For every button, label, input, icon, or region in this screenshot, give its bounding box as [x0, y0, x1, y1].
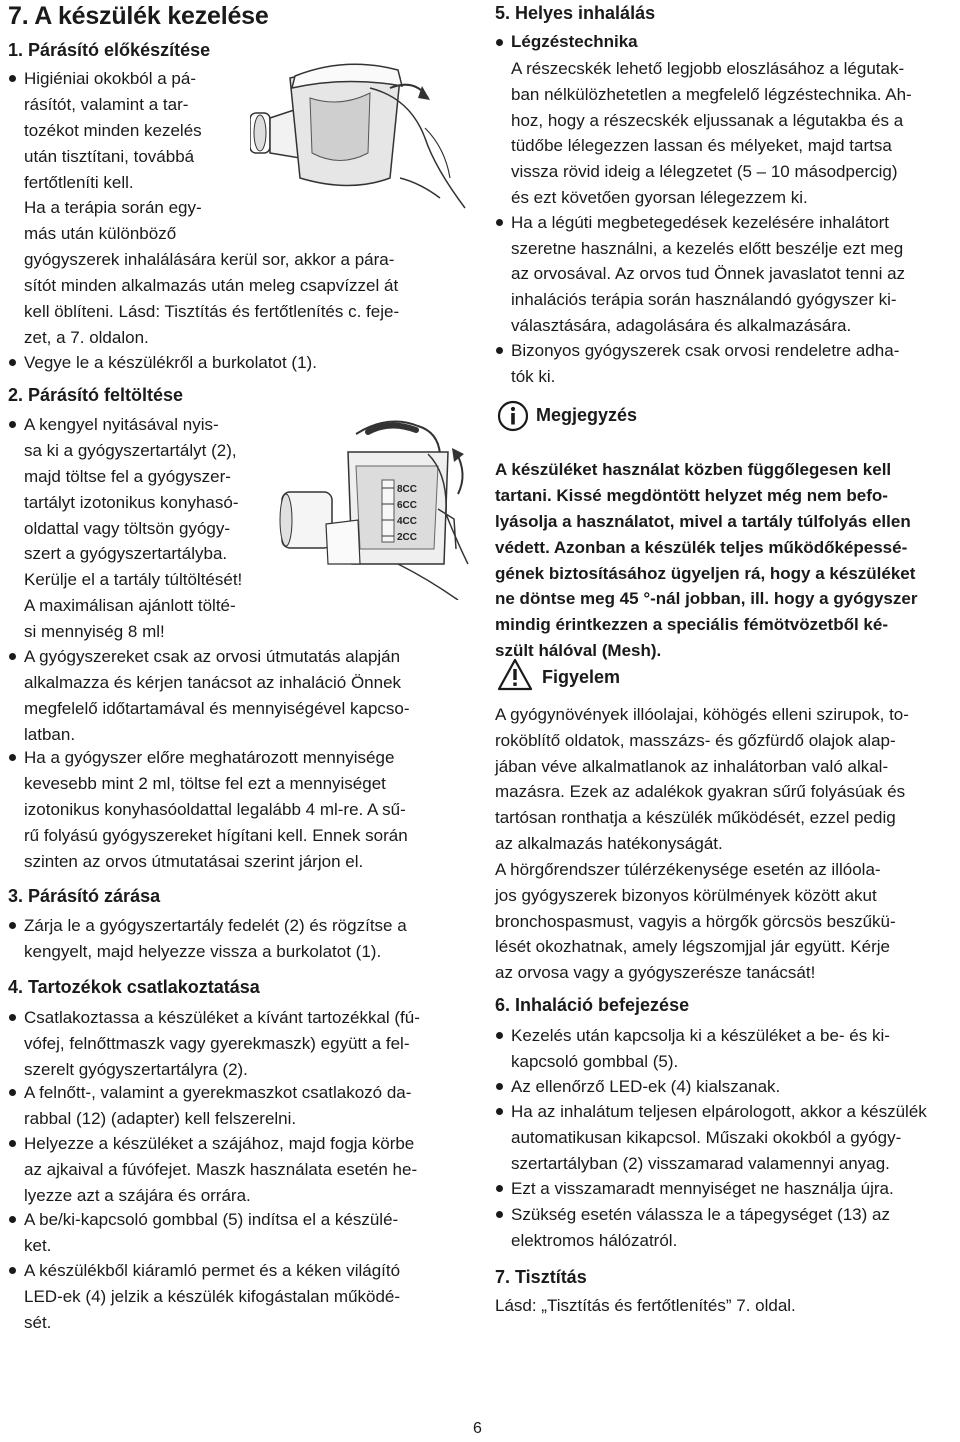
note-line: gének biztosításához ügyeljen rá, hogy a készüléket [495, 564, 916, 583]
bullet-dot [9, 1089, 16, 1096]
scale-label: 6CC [397, 500, 418, 511]
paragraph-line: latban. [24, 725, 76, 744]
paragraph-line: ket. [24, 1236, 52, 1255]
section-4-heading: 4. Tartozékok csatlakoztatása [8, 977, 260, 997]
paragraph-line: A maximálisan ajánlott tölté- [24, 596, 236, 615]
paragraph-line: fertőtleníti kell. [24, 173, 134, 192]
paragraph-line: az orvosával. Az orvos tud Önnek javaslatot tenni az [511, 264, 906, 283]
paragraph-line: A készülékből kiáramló permet és a kéken világító [24, 1261, 401, 1280]
bullet-dot [9, 1216, 16, 1223]
paragraph-line: Ha a légúti megbetegedések kezelésére inhalátort [511, 213, 890, 232]
paragraph-line: Kerülje el a tartály túltöltését! [24, 570, 243, 589]
nebulizer-cap-removal-illustration [250, 58, 475, 228]
paragraph-line: Bizonyos gyógyszerek csak orvosi rendeletre adha- [511, 341, 900, 360]
paragraph-line: kevesebb mint 2 ml, töltse fel ezt a mennyiséget [24, 774, 386, 793]
paragraph-line: elektromos hálózatról. [511, 1231, 678, 1250]
bullet-title: Légzéstechnika [511, 32, 638, 51]
section-5-heading: 5. Helyes inhalálás [495, 3, 656, 23]
section-2-heading: 2. Párásító feltöltése [8, 385, 184, 405]
section-1-heading: 1. Párásító előkészítése [8, 40, 211, 60]
paragraph-line: tozékot minden kezelés [24, 121, 202, 140]
bullet-dot [496, 39, 503, 46]
warning-line: A gyógynövények illóolajai, köhögés elleni szirupok, to- [495, 705, 909, 724]
paragraph-line: gyógyszerek inhalálására kerül sor, akkor a pára- [24, 250, 395, 269]
paragraph-line: izotonikus konyhasóoldattal legalább 4 ml-re. A sű- [24, 800, 406, 819]
paragraph-line: Ezt a visszamaradt mennyiséget ne használja újra. [511, 1179, 894, 1198]
warning-line: az alkalmazás hatékonyságát. [495, 834, 723, 853]
bullet-dot [9, 1267, 16, 1274]
paragraph-line: Zárja le a gyógyszertartály fedelét (2) és rögzítse a [24, 916, 407, 935]
paragraph-line: az ajkaival a fúvófejet. Maszk használata esetén he- [24, 1160, 418, 1179]
paragraph-line: után tisztítani, továbbá [24, 147, 195, 166]
info-icon [497, 400, 529, 432]
paragraph-line: szert a gyógyszertartályba. [24, 544, 228, 563]
bullet-dot [496, 1083, 503, 1090]
medication-tank-fill-illustration [278, 414, 470, 600]
section-6-heading: 6. Inhaláció befejezése [495, 995, 690, 1015]
scale-label: 2CC [397, 532, 418, 543]
warning-line: A hörgőrendszer túlérzékenysége esetén az illóola- [495, 860, 881, 879]
paragraph-line: rű folyású gyógyszereket hígítani kell. Ennek során [24, 826, 408, 845]
paragraph-line: tüdőbe lélegezzen lassan és mélyeket, majd tartsa [511, 136, 892, 155]
warning-line: jos gyógyszerek bizonyos körülmények között akut [495, 886, 877, 905]
paragraph-line: Kezelés után kapcsolja ki a készüléket a be- és ki- [511, 1026, 890, 1045]
warning-line: roköblítő oldatok, masszázs- és gőzfürdő olajok alap- [495, 731, 896, 750]
paragraph-line: Vegye le a készülékről a burkolatot (1). [24, 353, 317, 372]
warning-line: mazásra. Ezek az adalékok gyakran sűrű folyásúak és [495, 782, 906, 801]
paragraph-line: tartályt izotonikus konyhasó- [24, 493, 239, 512]
paragraph-line: és ezt követően gyorsan lélegezzem ki. [511, 188, 808, 207]
paragraph-line: zet, a 7. oldalon. [24, 328, 149, 347]
paragraph-line: Csatlakoztassa a készüléket a kívánt tartozékkal (fú- [24, 1008, 420, 1027]
paragraph-line: Higiéniai okokból a pá- [24, 69, 196, 88]
paragraph-line: kell öblíteni. Lásd: Tisztítás és fertőtlenítés c. feje- [24, 302, 400, 321]
paragraph-line: lyezze azt a szájára és orrára. [24, 1186, 251, 1205]
paragraph-line: sét. [24, 1313, 52, 1332]
bullet-dot [496, 219, 503, 226]
paragraph-line: A felnőtt-, valamint a gyerekmaszkot csatlakozó da- [24, 1083, 412, 1102]
paragraph-line: inhalációs terápia során használandó gyógyszer ki- [511, 290, 897, 309]
paragraph-line: kengyelt, majd helyezze vissza a burkolatot (1). [24, 942, 382, 961]
paragraph-line: automatikusan kikapcsol. Műszaki okokból a gyógy- [511, 1128, 902, 1147]
paragraph-line: Ha a terápia során egy- [24, 198, 202, 217]
paragraph-line: Lásd: „Tisztítás és fertőtlenítés” 7. oldal. [495, 1296, 796, 1315]
bullet-dot [9, 754, 16, 761]
paragraph-line: rásítót, valamint a tar- [24, 95, 189, 114]
paragraph-line: megfelelő időtartamával és mennyiségével kapcso- [24, 699, 410, 718]
paragraph-line: alkalmazza és kérjen tanácsot az inhaláció Önnek [24, 673, 402, 692]
paragraph-line: szinten az orvos útmutatásai szerint járjon el. [24, 852, 364, 871]
paragraph-line: A kengyel nyitásával nyis- [24, 415, 219, 434]
note-line: védett. Azonban a készülék teljes működőképessé- [495, 538, 908, 557]
paragraph-line: szeretne használni, a kezelés előtt beszélje ezt meg [511, 239, 904, 258]
note-line: tartani. Kissé megdöntött helyzet még nem befo- [495, 486, 888, 505]
bullet-dot [9, 421, 16, 428]
section-3-heading: 3. Párásító zárása [8, 886, 161, 906]
paragraph-line: Az ellenőrző LED-ek (4) kialszanak. [511, 1077, 781, 1096]
section-7-heading: 7. Tisztítás [495, 1267, 587, 1287]
paragraph-line: szerelt gyógyszertartályra (2). [24, 1060, 248, 1079]
paragraph-line: vissza rövid ideig a lélegzetet (5 – 10 másodpercig) [511, 162, 898, 181]
paragraph-line: LED-ek (4) jelzik a készülék kifogástalan működé- [24, 1287, 401, 1306]
note-heading: Megjegyzés [536, 405, 638, 425]
paragraph-line: Ha a gyógyszer előre meghatározott mennyisége [24, 748, 395, 767]
note-line: A készüléket használat közben függőlegesen kell [495, 460, 892, 479]
bullet-dot [496, 1032, 503, 1039]
paragraph-line: más után különböző [24, 224, 177, 243]
warning-triangle-icon [497, 658, 533, 691]
scale-label: 4CC [397, 516, 418, 527]
paragraph-line: A be/ki-kapcsoló gombbal (5) indítsa el a készülé- [24, 1210, 399, 1229]
warning-line: jában véve alkalmatlanok az inhalátorban való alkal- [495, 757, 889, 776]
bullet-dot [496, 1108, 503, 1115]
bullet-dot [9, 922, 16, 929]
bullet-dot [9, 359, 16, 366]
warning-heading: Figyelem [542, 667, 621, 687]
bullet-dot [9, 653, 16, 660]
paragraph-line: szertartályban (2) visszamarad valamennyi anyag. [511, 1154, 890, 1173]
paragraph-line: hoz, hogy a részecskék eljussanak a légutakba és a [511, 111, 904, 130]
paragraph-line: ban nélkülözhetetlen a megfelelő légzéstechnika. Ah- [511, 85, 912, 104]
note-line: szült hálóval (Mesh). [495, 641, 662, 660]
paragraph-line: Szükség esetén válassza le a tápegységet (13) az [511, 1205, 890, 1224]
note-line: mindig érintkezzen a speciális fémötvözetből ké- [495, 615, 888, 634]
paragraph-line: rabbal (12) (adapter) kell felszerelni. [24, 1109, 297, 1128]
bullet-dot [496, 1185, 503, 1192]
bullet-dot [496, 1211, 503, 1218]
paragraph-line: A részecskék lehető legjobb eloszlásához a légutak- [511, 59, 905, 78]
note-line: lyásolja a használatot, mivel a tartály túlfolyás ellen [495, 512, 911, 531]
note-line: ne döntse meg 45 °-nál jobban, ill. hogy a gyógyszer [495, 589, 918, 608]
bullet-dot [496, 347, 503, 354]
paragraph-line: Helyezze a készüléket a szájához, majd fogja körbe [24, 1134, 415, 1153]
warning-line: tartósan ronthatja a készülék működését, ezzel pedig [495, 808, 896, 827]
paragraph-line: oldattal vagy töltsön gyógy- [24, 519, 231, 538]
scale-label: 8CC [397, 484, 418, 495]
paragraph-line: majd töltse fel a gyógyszer- [24, 467, 231, 486]
page-title: 7. A készülék kezelése [8, 2, 269, 30]
paragraph-line: kapcsoló gombbal (5). [511, 1052, 679, 1071]
paragraph-line: si mennyiség 8 ml! [24, 622, 165, 641]
warning-line: bronchospasmust, vagyis a hörgők görcsös beszűkü- [495, 912, 896, 931]
bullet-dot [9, 1014, 16, 1021]
page-number: 6 [473, 1420, 482, 1437]
paragraph-line: Ha az inhalátum teljesen elpárologott, akkor a készülék [511, 1102, 927, 1121]
paragraph-line: választására, adagolására és alkalmazására. [511, 316, 852, 335]
paragraph-line: vófej, felnőttmaszk vagy gyerekmaszk) együtt a fel- [24, 1034, 410, 1053]
warning-line: lését okozhatnak, amely légszomjjal jár együtt. Kérje [495, 937, 890, 956]
paragraph-line: sítót minden alkalmazás után meleg csapvízzel át [24, 276, 399, 295]
bullet-dot [9, 1140, 16, 1147]
bullet-dot [9, 75, 16, 82]
paragraph-line: tók ki. [511, 367, 556, 386]
paragraph-line: sa ki a gyógyszertartályt (2), [24, 441, 237, 460]
warning-line: az orvosa vagy a gyógyszerésze tanácsát! [495, 963, 816, 982]
paragraph-line: A gyógyszereket csak az orvosi útmutatás alapján [24, 647, 401, 666]
